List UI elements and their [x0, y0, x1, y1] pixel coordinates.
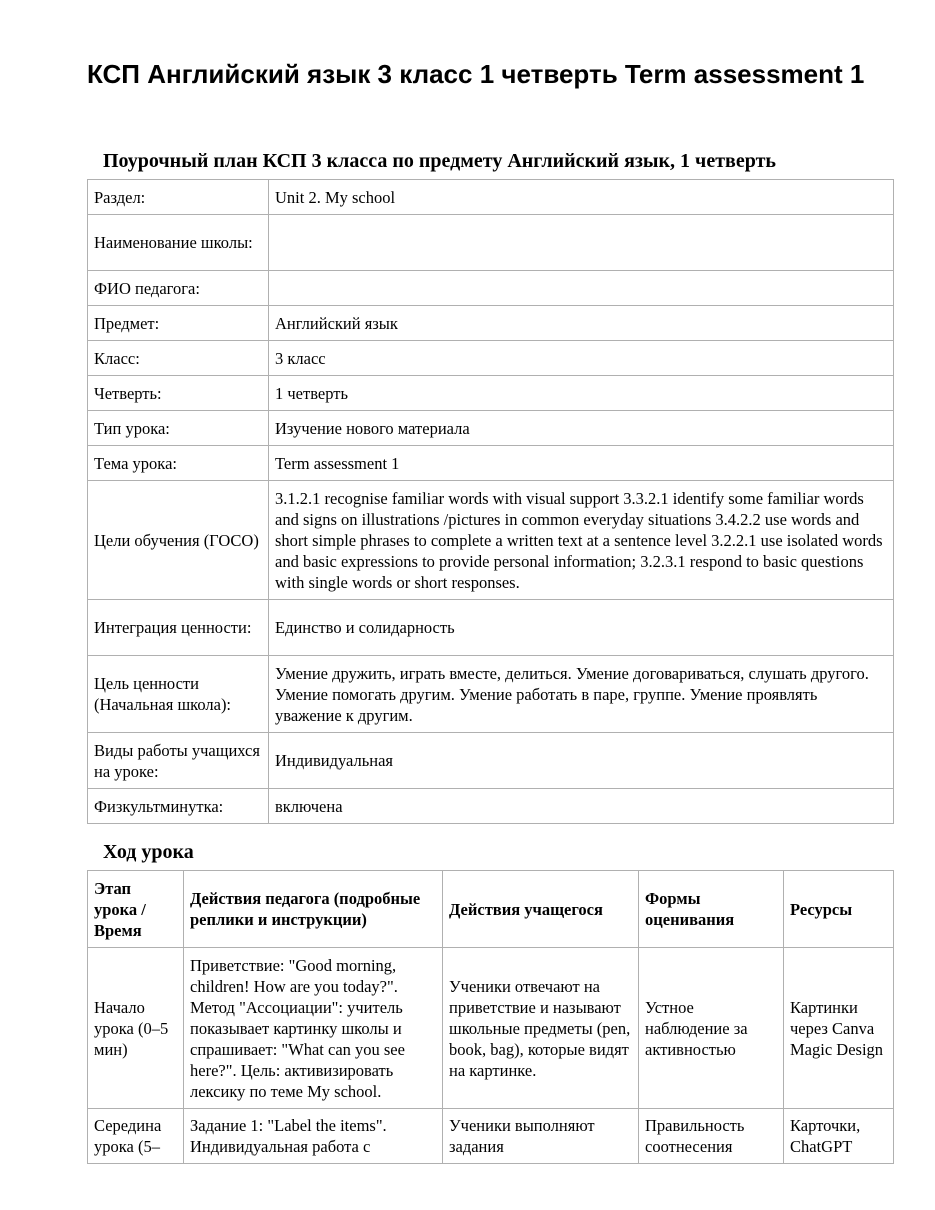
plan-row-topic — [88, 446, 894, 481]
plan-row-teacher — [88, 271, 894, 306]
cell-assessment: Устное наблюдение за активностью — [639, 948, 784, 1109]
plan-row-school — [88, 215, 894, 271]
row-value: Единство и солидарность — [269, 600, 894, 656]
row-label: Тип урока: — [88, 411, 269, 446]
plan-heading: Поурочный план КСП 3 класса по предмету Английский язык, 1 четверть — [103, 150, 776, 172]
plan-row-lesson-type — [88, 411, 894, 446]
row-label: Тема урока: — [88, 446, 269, 481]
lesson-row-start — [88, 948, 894, 1109]
lesson-plan-table — [87, 179, 894, 824]
row-value — [269, 271, 894, 306]
cell-stage: Середина урока (5– — [88, 1109, 184, 1164]
row-value: 3.1.2.1 recognise familiar words with visual support 3.3.2.1 identify some familiar words and signs on illustrations /pictures in common everyday situations 3.4.2.2 use words and short simple phrases to complete a written text at a sentence level 3.2.2.1 use isolated words and basic expressions to provide personal information; 3.2.3.1 respond to basic questions with single words or short responses. — [269, 481, 894, 600]
row-label: Наименование школы: — [88, 215, 269, 271]
column-header-student: Действия учащегося — [443, 871, 639, 948]
column-header-assessment: Формы оценивания — [639, 871, 784, 948]
row-value: Индивидуальная — [269, 733, 894, 789]
row-value: включена — [269, 789, 894, 824]
row-value: Умение дружить, играть вместе, делиться. Умение договариваться, слушать другого. Умение помогать другим. Умение работать в паре, группе. Умение проявлять уважение к другим. — [269, 656, 894, 733]
row-label: Предмет: — [88, 306, 269, 341]
row-value: Term assessment 1 — [269, 446, 894, 481]
lesson-row-middle — [88, 1109, 894, 1164]
cell-resources: Карточки, ChatGPT — [784, 1109, 894, 1164]
row-label: Интеграция ценности: — [88, 600, 269, 656]
cell-stage: Начало урока (0–5 мин) — [88, 948, 184, 1109]
row-label: ФИО педагога: — [88, 271, 269, 306]
cell-student: Ученики отвечают на приветствие и называют школьные предметы (pen, book, bag), которые видят на картинке. — [443, 948, 639, 1109]
row-label: Раздел: — [88, 180, 269, 215]
cell-teacher: Задание 1: "Label the items". Индивидуальная работа с — [184, 1109, 443, 1164]
row-value — [269, 215, 894, 271]
cell-assessment: Правильность соотнесения — [639, 1109, 784, 1164]
plan-row-grade — [88, 341, 894, 376]
cell-student: Ученики выполняют задания — [443, 1109, 639, 1164]
lesson-header-row — [88, 871, 894, 948]
column-header-teacher: Действия педагога (подробные реплики и инструкции) — [184, 871, 443, 948]
row-label: Класс: — [88, 341, 269, 376]
row-value: Изучение нового материала — [269, 411, 894, 446]
plan-row-values-integration — [88, 600, 894, 656]
plan-row-work-types — [88, 733, 894, 789]
plan-row-values-goal — [88, 656, 894, 733]
row-label: Физкультминутка: — [88, 789, 269, 824]
column-header-stage: Этап урока / Время — [88, 871, 184, 948]
row-value: Английский язык — [269, 306, 894, 341]
plan-row-objectives — [88, 481, 894, 600]
lesson-flow-table — [87, 870, 894, 1164]
row-label: Четверть: — [88, 376, 269, 411]
column-header-resources: Ресурсы — [784, 871, 894, 948]
cell-teacher: Приветствие: "Good morning, children! How are you today?". Метод "Ассоциации": учитель показывает картинку школы и спрашивает: "What can you see here?". Цель: активизировать лексику по теме My school. — [184, 948, 443, 1109]
document-title: КСП Английский язык 3 класс 1 четверть Term assessment 1 — [87, 59, 865, 89]
row-value: Unit 2. My school — [269, 180, 894, 215]
lesson-heading: Ход урока — [103, 841, 194, 863]
plan-row-subject — [88, 306, 894, 341]
plan-row-section — [88, 180, 894, 215]
cell-resources: Картинки через Canva Magic Design — [784, 948, 894, 1109]
row-label: Цели обучения (ГОСО) — [88, 481, 269, 600]
plan-row-physical-break — [88, 789, 894, 824]
row-value: 1 четверть — [269, 376, 894, 411]
row-label: Цель ценности (Начальная школа): — [88, 656, 269, 733]
row-label: Виды работы учащихся на уроке: — [88, 733, 269, 789]
row-value: 3 класс — [269, 341, 894, 376]
plan-row-quarter — [88, 376, 894, 411]
